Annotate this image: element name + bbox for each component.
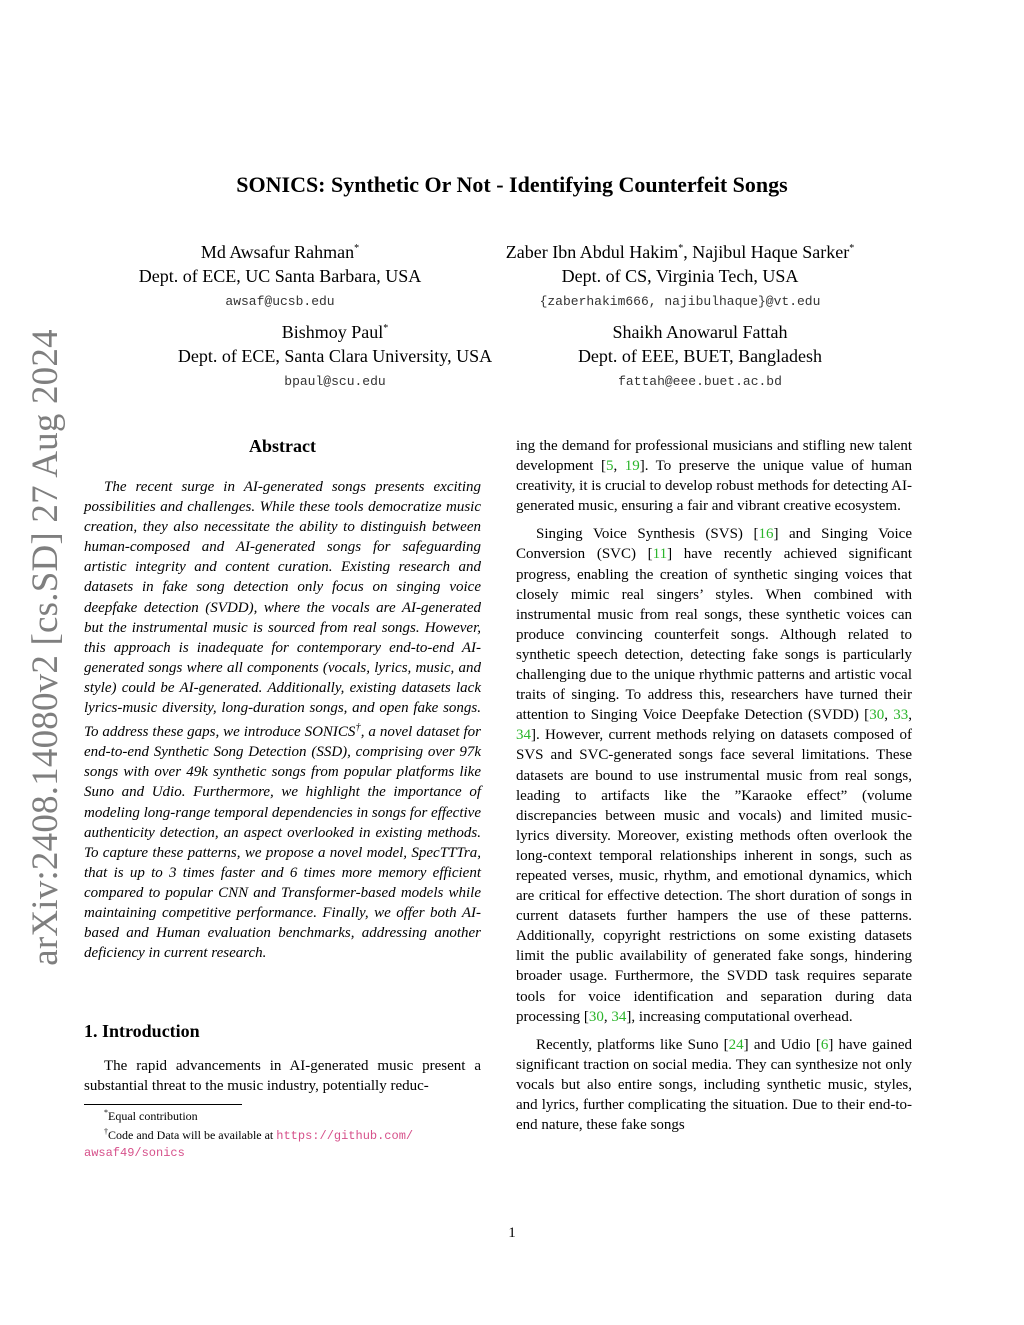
paragraph-3: Recently, platforms like Suno [24] and Udio [6] have gained significant traction on social media. They can synthesize not only vocals but also entire songs, including synthetic music, styles, and lyrics, further complicating the situation. Due to their end-to-end nature, these fake songs	[516, 1036, 912, 1134]
citation-link[interactable]: 30	[588, 1008, 604, 1025]
author-email: bpaul@scu.edu	[284, 374, 386, 389]
abstract-text	[84, 477, 481, 963]
left-column	[84, 430, 481, 1161]
author-name: , Najibul Haque Sarker	[683, 242, 850, 262]
author-name: Zaber Ibn Abdul Hakim	[505, 242, 679, 262]
equal-contribution-mark: *	[849, 243, 855, 254]
author-block-3	[140, 320, 530, 394]
citation-link[interactable]: 19	[624, 458, 640, 475]
abstract-text-part: , a novel dataset for end-to-end Synthetic Song Detection (SSD), comprising over 97k songs with over 49k synthetic songs from popular platforms like Suno and Udio. Furthermore, we highlight the importance of modeling long-range temporal dependencies in songs for effective authenticity detection, an aspect overlooked in existing methods. To capture these patterns, we propose a novel model, SpecTTTra, that is up to 3 times faster and 6 times more memory efficient compared to popular CNN and Transformer-based models while maintaining competitive performance. Finally, we offer both AI-based and Human evaluation benchmarks, addressing another deficiency in current research.	[84, 724, 482, 962]
citation-link[interactable]: 5	[605, 458, 614, 475]
github-link[interactable]: https://github.com/	[276, 1129, 414, 1144]
citation-link[interactable]: 34	[516, 727, 531, 744]
dagger-mark: †	[355, 722, 361, 734]
paper-title: SONICS: Synthetic Or Not - Identifying Counterfeit Songs	[236, 172, 788, 197]
author-email: awsaf@ucsb.edu	[225, 294, 335, 309]
author-block-2	[470, 240, 890, 314]
author-block-4	[540, 320, 860, 394]
paragraph-2: Singing Voice Synthesis (SVS) [16] and Singing Voice Conversion (SVC) [11] have recently achieved significant progress, enabling the creation of synthetic singing voices that closely mimic real singers’ styles. When combined with instrumental music from real songs, these synthetic voices can produce convincing counterfeit songs. Although related to synthetic speech detection, detecting fake songs is particularly challenging due to the unique rhythmic patterns and artistic vocal traits of singing. To address this, researchers have turned their attention to Singing Voice Deepfake Detection (SVDD) [30, 33, 34]. However, current methods relying on datasets composed of SVS and SVC-generated songs face several limitations. These datasets are bound to use instrumental music from real songs, leading to artifacts like the ”Karaoke effect” (volume discrepancies between music and vocals) and limited music-lyrics diversity. Moreover, existing methods often overlook the long-context temporal relationships inherent in songs, such as repeated verses, music, rhythm, and emotional dynamics, which are critical for effective detection. The short duration of songs in current datasets further hampers the use of these patterns. Additionally, copyright restrictions on some existing datasets limit the public availability of generated fake songs, hindering broader usage. Furthermore, the SVDD task requires separate tools for voice identification and separation during data processing [30, 34], increasing computational overhead.	[516, 526, 912, 1025]
author-email: fattah@eee.buet.ac.bd	[618, 374, 782, 389]
author-name: Shaikh Anowarul Fattah	[612, 322, 788, 342]
footnote-equal-contribution: *Equal contribution	[104, 1108, 198, 1124]
author-block-1	[110, 240, 450, 314]
author-email: {zaberhakim666, najibulhaque}@vt.edu	[539, 294, 821, 309]
paragraph-1: ing the demand for professional musicians and stifling new talent development [5, 19]. To preserve the unique value of human creativity, it is crucial to develop robust methods for detecting AI-generated music, ensuring a fair and vibrant creative ecosystem.	[516, 438, 913, 515]
equal-contribution-mark: *	[354, 243, 360, 254]
arxiv-identifier: arXiv:2408.14080v2 [cs.SD] 27 Aug 2024	[24, 329, 66, 966]
citation-link[interactable]: 34	[611, 1008, 627, 1025]
author-affiliation: Dept. of CS, Virginia Tech, USA	[561, 266, 799, 286]
footnote-code-data: †Code and Data will be available at https://github.com/	[104, 1127, 414, 1144]
citation-link[interactable]: 30	[869, 707, 885, 724]
github-link[interactable]: awsaf49/sonics	[84, 1146, 185, 1161]
citation-link[interactable]: 16	[758, 526, 774, 543]
footnote-code-data-cont	[84, 1144, 481, 1161]
abstract-text-part: The recent surge in AI-generated songs presents exciting possibilities and challenges. While these tools democratize music creation, they also necessitate the ability to distinguish between human-composed and AI-generated songs for safeguarding artistic integrity and content curation. Existing research and datasets in fake song detection only focus on singing voice deepfake detection (SVDD), where the vocals are AI-generated but the instrumental music is sourced from real songs. However, this approach is inadequate for contemporary end-to-end AI-generated songs where all components (vocals, lyrics, music, and style) could be AI-generated. Additionally, existing datasets lack lyrics-music diversity, long-duration songs, and open fake songs. To address these gaps, we introduce SONICS	[84, 479, 481, 741]
author-name: Bishmoy Paul	[281, 322, 384, 342]
author-affiliation: Dept. of ECE, UC Santa Barbara, USA	[138, 266, 422, 286]
page-number: 1	[508, 1225, 516, 1241]
right-column	[516, 436, 912, 1143]
section-heading: 1. Introduction	[84, 1021, 200, 1042]
citation-link[interactable]: 11	[652, 546, 668, 563]
intro-paragraph: The rapid advancements in AI-generated music present a substantial threat to the music industry, potentially reduc-	[84, 1058, 481, 1095]
author-name: Md Awsafur Rahman	[200, 242, 355, 262]
equal-contribution-mark: *	[678, 243, 684, 254]
arxiv-sidebar	[16, 329, 74, 966]
citation-link[interactable]: 24	[728, 1036, 744, 1053]
equal-contribution-mark: *	[383, 323, 389, 334]
abstract-heading: Abstract	[249, 436, 316, 456]
citation-link[interactable]: 33	[893, 707, 909, 724]
author-affiliation: Dept. of EEE, BUET, Bangladesh	[577, 346, 823, 366]
citation-link[interactable]: 6	[820, 1036, 829, 1053]
author-affiliation: Dept. of ECE, Santa Clara University, USA	[177, 346, 493, 366]
